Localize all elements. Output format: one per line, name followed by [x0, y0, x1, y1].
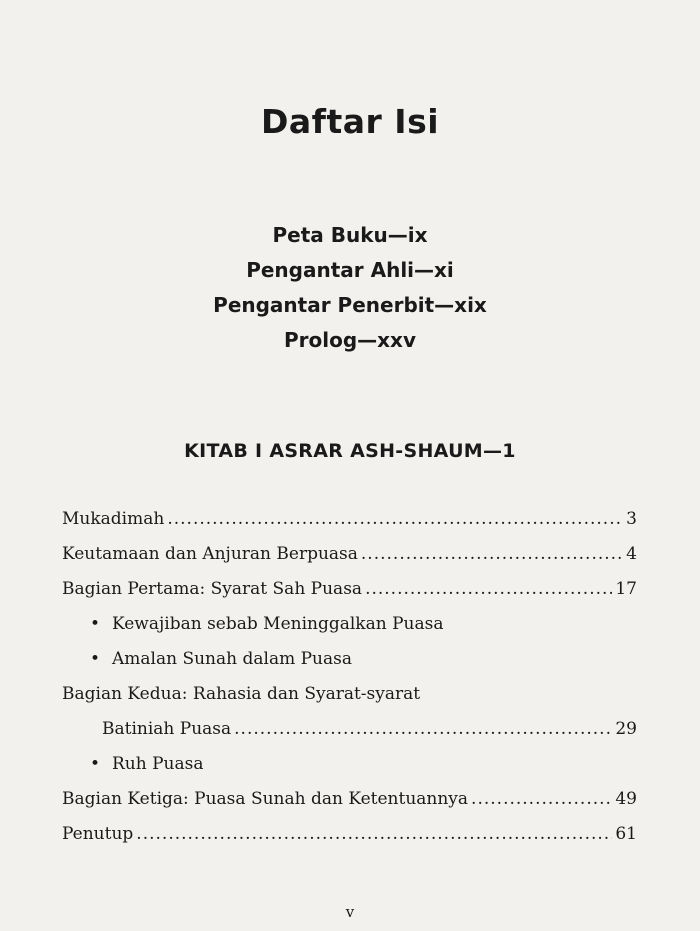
toc-entry-label: Mukadimah — [62, 509, 165, 529]
toc-entry-bagian-ketiga — [62, 782, 637, 817]
dot-leader — [361, 537, 623, 572]
toc-page-number: 29 — [615, 719, 637, 739]
dot-leader — [136, 817, 612, 852]
toc-page-number: 4 — [626, 544, 637, 564]
toc-subentry-amalan — [62, 642, 637, 677]
toc-entry-label: • Amalan Sunah dalam Puasa — [112, 649, 352, 669]
toc-entry-label: • Kewajiban sebab Meninggalkan Puasa — [112, 614, 444, 634]
toc-page-number: 3 — [626, 509, 637, 529]
toc-entry-label: • Ruh Puasa — [112, 754, 204, 774]
toc-page-number: 49 — [615, 789, 637, 809]
dot-leader — [365, 572, 612, 607]
front-matter-item: Prolog—xxv — [283, 328, 416, 352]
toc-entry-label: Penutup — [62, 824, 134, 844]
table-of-contents — [62, 502, 637, 852]
front-matter-item: Pengantar Ahli—xi — [246, 258, 454, 282]
toc-entry-penutup — [62, 817, 637, 852]
dot-leader — [234, 712, 612, 747]
front-matter-item: Peta Buku—ix — [272, 223, 428, 247]
dot-leader — [167, 502, 623, 537]
dot-leader — [471, 782, 612, 817]
toc-entry-label: Keutamaan dan Anjuran Berpuasa — [62, 544, 358, 564]
toc-entry-keutamaan — [62, 537, 637, 572]
toc-entry-label: Batiniah Puasa — [102, 719, 232, 739]
toc-page-number: 17 — [615, 579, 637, 599]
toc-entry-label: Bagian Kedua: Rahasia dan Syarat-syarat — [62, 684, 421, 704]
page-folio: v — [345, 903, 355, 921]
front-matter-item: Pengantar Penerbit—xix — [213, 293, 487, 317]
toc-subentry-ruh — [62, 747, 637, 782]
front-matter-list — [0, 218, 700, 358]
toc-entry-mukadimah — [62, 502, 637, 537]
toc-entry-label: Bagian Ketiga: Puasa Sunah dan Ketentuannya — [62, 789, 469, 809]
toc-page-number: 61 — [615, 824, 637, 844]
toc-subentry-kewajiban — [62, 607, 637, 642]
toc-entry-bagian-kedua — [62, 677, 637, 712]
toc-entry-label: Bagian Pertama: Syarat Sah Puasa — [62, 579, 363, 599]
toc-entry-bagian-pertama — [62, 572, 637, 607]
toc-entry-batiniah — [62, 712, 637, 747]
page-title: Daftar Isi — [260, 102, 440, 141]
section-heading: KITAB I ASRAR ASH-SHAUM—1 — [184, 440, 516, 462]
